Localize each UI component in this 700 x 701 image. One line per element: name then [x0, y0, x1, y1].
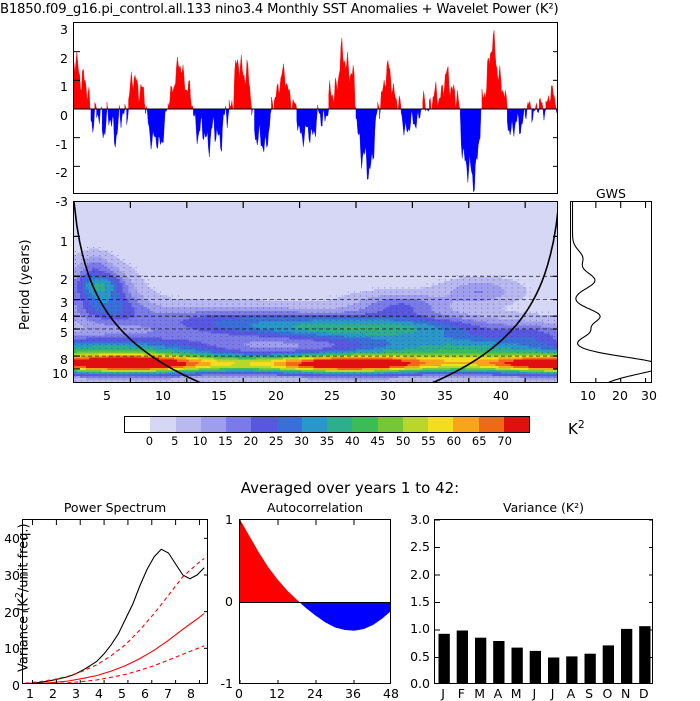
colorbar-tick: 30	[287, 434, 317, 448]
gws-xlabel: $K^2$	[568, 418, 585, 438]
variance-month-label: D	[635, 686, 653, 701]
colorbar-swatch	[327, 417, 352, 432]
variance-month-label: A	[489, 686, 507, 701]
power-spectrum-title: Power Spectrum	[22, 500, 208, 515]
wav-xtick-35: 35	[430, 388, 460, 403]
wav-xtick-15: 15	[204, 388, 234, 403]
colorbar-tick: 60	[439, 434, 469, 448]
global-wavelet-spectrum-plot	[570, 201, 652, 383]
colorbar-tick: 70	[490, 434, 520, 448]
ac-xtick-12: 12	[266, 686, 288, 701]
colorbar-swatch	[352, 417, 377, 432]
variance-month-label: J	[544, 686, 562, 701]
wav-ytick-2: 2	[28, 272, 68, 287]
colorbar-tick: 55	[414, 434, 444, 448]
ps-ytick-20: 20	[0, 605, 20, 620]
colorbar-swatch	[201, 417, 226, 432]
ts-ytick-m3: -3	[28, 194, 68, 209]
ps-xtick-5: 5	[113, 686, 131, 701]
colorbar-swatch	[479, 417, 504, 432]
autocorrelation-title: Autocorrelation	[239, 500, 391, 515]
colorbar-swatch	[176, 417, 201, 432]
variance-bar	[548, 658, 559, 685]
variance-bar	[493, 641, 504, 684]
variance-bar	[439, 634, 450, 684]
colorbar-swatch	[302, 417, 327, 432]
colorbar-tick: 65	[464, 434, 494, 448]
autocorrelation-plot	[239, 519, 391, 684]
colorbar-swatch	[125, 417, 150, 432]
wav-ytick-8: 8	[28, 352, 68, 367]
monthly-variance-plot	[434, 519, 653, 684]
colorbar-swatch	[403, 417, 428, 432]
colorbar-tick: 25	[261, 434, 291, 448]
power-spectrum-plot	[22, 519, 208, 684]
ac-xtick-48: 48	[380, 686, 402, 701]
colorbar-tick: 15	[211, 434, 241, 448]
ts-ytick-0: 0	[28, 108, 68, 123]
ps-xtick-4: 4	[90, 686, 108, 701]
colorbar-swatch	[226, 417, 251, 432]
wav-ytick-5: 5	[28, 325, 68, 340]
colorbar-tick: 10	[185, 434, 215, 448]
var-ytick-30: 3.0	[396, 512, 430, 527]
colorbar-tick: 50	[388, 434, 418, 448]
variance-bar	[621, 629, 632, 684]
ps-xtick-3: 3	[67, 686, 85, 701]
ts-ytick-3: 3	[28, 22, 68, 37]
ps-xtick-1: 1	[21, 686, 39, 701]
colorbar-swatch	[504, 417, 529, 432]
variance-bar	[457, 631, 468, 685]
ac-xtick-24: 24	[304, 686, 326, 701]
ac-ytick-m1: -1	[203, 676, 233, 691]
var-ytick-15: 1.5	[396, 594, 430, 609]
variance-month-label: O	[598, 686, 616, 701]
variance-month-label: N	[617, 686, 635, 701]
variance-month-label: M	[471, 686, 489, 701]
wav-ytick-4: 4	[28, 310, 68, 325]
timeseries-plot	[73, 22, 558, 194]
colorbar-tick: 35	[312, 434, 342, 448]
var-ytick-25: 2.5	[396, 539, 430, 554]
colorbar-tick: 20	[236, 434, 266, 448]
ps-xtick-8: 8	[182, 686, 200, 701]
variance-month-label: A	[562, 686, 580, 701]
colorbar-swatch	[428, 417, 453, 432]
gws-title: GWS	[570, 186, 652, 201]
variance-bar	[585, 654, 596, 684]
ps-ytick-10: 10	[0, 641, 20, 656]
ts-ytick-2: 2	[28, 51, 68, 66]
var-ytick-00: 0.0	[396, 676, 430, 691]
colorbar-swatch	[378, 417, 403, 432]
variance-bar	[475, 638, 486, 684]
ps-xtick-2: 2	[44, 686, 62, 701]
wav-xtick-40: 40	[486, 388, 516, 403]
wav-xtick-5: 5	[92, 388, 122, 403]
colorbar	[124, 416, 530, 433]
wav-ytick-10: 10	[24, 366, 68, 381]
ps-ytick-30: 30	[0, 568, 20, 583]
wavelet-power-plot	[73, 201, 558, 383]
wav-xtick-10: 10	[148, 388, 178, 403]
ts-ytick-m1: -1	[28, 137, 68, 152]
colorbar-tick: 40	[337, 434, 367, 448]
variance-month-label: S	[580, 686, 598, 701]
variance-bar	[566, 656, 577, 684]
variance-month-label: F	[452, 686, 470, 701]
ps-xtick-6: 6	[136, 686, 154, 701]
wavelet-ylabel: Period (years)	[18, 239, 33, 330]
var-ytick-10: 1.0	[396, 621, 430, 636]
colorbar-swatch	[251, 417, 276, 432]
colorbar-tick: 45	[363, 434, 393, 448]
variance-month-label: M	[507, 686, 525, 701]
gws-xtick-20: 20	[608, 388, 632, 403]
ps-ytick-0: 0	[0, 678, 20, 693]
ts-ytick-m2: -2	[28, 165, 68, 180]
variance-bar	[530, 651, 541, 684]
ts-ytick-1: 1	[28, 79, 68, 94]
colorbar-tick: 5	[160, 434, 190, 448]
ps-ytick-40: 40	[0, 531, 20, 546]
colorbar-swatch	[453, 417, 478, 432]
wav-xtick-25: 25	[317, 388, 347, 403]
variance-bar	[603, 645, 614, 684]
ac-ytick-1: 1	[203, 512, 233, 527]
ps-xtick-7: 7	[159, 686, 177, 701]
variance-bar	[639, 626, 650, 684]
gws-xtick-10: 10	[576, 388, 600, 403]
variance-month-label: J	[525, 686, 543, 701]
ac-xtick-36: 36	[342, 686, 364, 701]
var-ytick-05: 0.5	[396, 649, 430, 664]
gws-xtick-30: 30	[637, 388, 661, 403]
wav-ytick-3: 3	[28, 295, 68, 310]
wav-xtick-30: 30	[373, 388, 403, 403]
variance-title: Variance (K²)	[434, 500, 653, 515]
ac-ytick-0: 0	[203, 594, 233, 609]
wav-xtick-20: 20	[261, 388, 291, 403]
wav-ytick-1: 1	[28, 234, 68, 249]
colorbar-swatch	[277, 417, 302, 432]
power-spectrum-ylabel: Variance ($K^2$/unit freq.)	[14, 523, 31, 672]
var-ytick-20: 2.0	[396, 567, 430, 582]
colorbar-tick: 0	[134, 434, 164, 448]
variance-bar	[512, 648, 523, 684]
colorbar-swatch	[150, 417, 175, 432]
bottom-section-title: Averaged over years 1 to 42:	[0, 479, 700, 497]
variance-month-label: J	[434, 686, 452, 701]
ac-xtick-0: 0	[228, 686, 250, 701]
page-title: B1850.f09_g16.pi_control.all.133 nino3.4 Monthly SST Anomalies + Wavelet Power (K²)	[0, 2, 700, 17]
